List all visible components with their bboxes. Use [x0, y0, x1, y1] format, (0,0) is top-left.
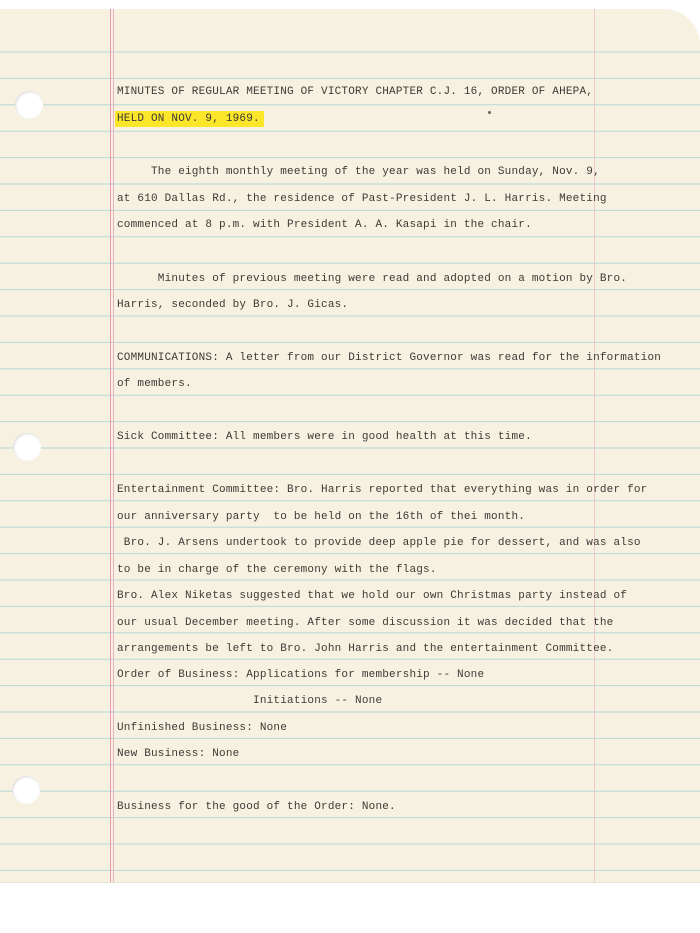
minutes-title: MINUTES OF REGULAR MEETING OF VICTORY CHAPTER C.J. 16, ORDER OF AHEPA, [117, 86, 594, 98]
paragraph-line: Minutes of previous meeting were read and adopted on a motion by Bro. [117, 273, 628, 285]
paragraph-line: Bro. J. Arsens undertook to provide deep apple pie for dessert, and was also [117, 537, 641, 549]
paragraph-line: at 610 Dallas Rd., the residence of Past-President J. L. Harris. Meeting [117, 193, 607, 205]
paragraph-line: to be in charge of the ceremony with the flags. [117, 564, 437, 576]
minutes-date [117, 112, 264, 126]
paragraph-line: Initiations -- None [117, 695, 383, 707]
paragraph-line: The eighth monthly meeting of the year was held on Sunday, Nov. 9, [117, 166, 600, 178]
paragraph-line: Unfinished Business: None [117, 722, 288, 734]
paragraph-line: of members. [117, 378, 192, 390]
highlighted-date: HELD ON NOV. 9, 1969. [115, 111, 264, 127]
paragraph-line: our anniversary party to be held on the 16th of thei month. [117, 511, 526, 523]
paragraph-line: Bro. Alex Niketas suggested that we hold our own Christmas party instead of [117, 590, 628, 602]
paragraph-line: our usual December meeting. After some discussion it was decided that the [117, 617, 614, 629]
paragraph-line: Entertainment Committee: Bro. Harris reported that everything was in order for [117, 484, 648, 496]
paragraph-line: Business for the good of the Order: None. [117, 801, 396, 813]
paragraph-line: Harris, seconded by Bro. J. Gicas. [117, 299, 349, 311]
paragraph-line: COMMUNICATIONS: A letter from our District Governor was read for the information [117, 352, 662, 364]
paragraph-line: New Business: None [117, 748, 240, 760]
paragraph-line: Order of Business: Applications for membership -- None [117, 669, 485, 681]
paragraph-line: commenced at 8 p.m. with President A. A. Kasapi in the chair. [117, 219, 532, 231]
paragraph-line: arrangements be left to Bro. John Harris and the entertainment Committee. [117, 643, 614, 655]
paragraph-line: Sick Committee: All members were in good health at this time. [117, 431, 532, 443]
